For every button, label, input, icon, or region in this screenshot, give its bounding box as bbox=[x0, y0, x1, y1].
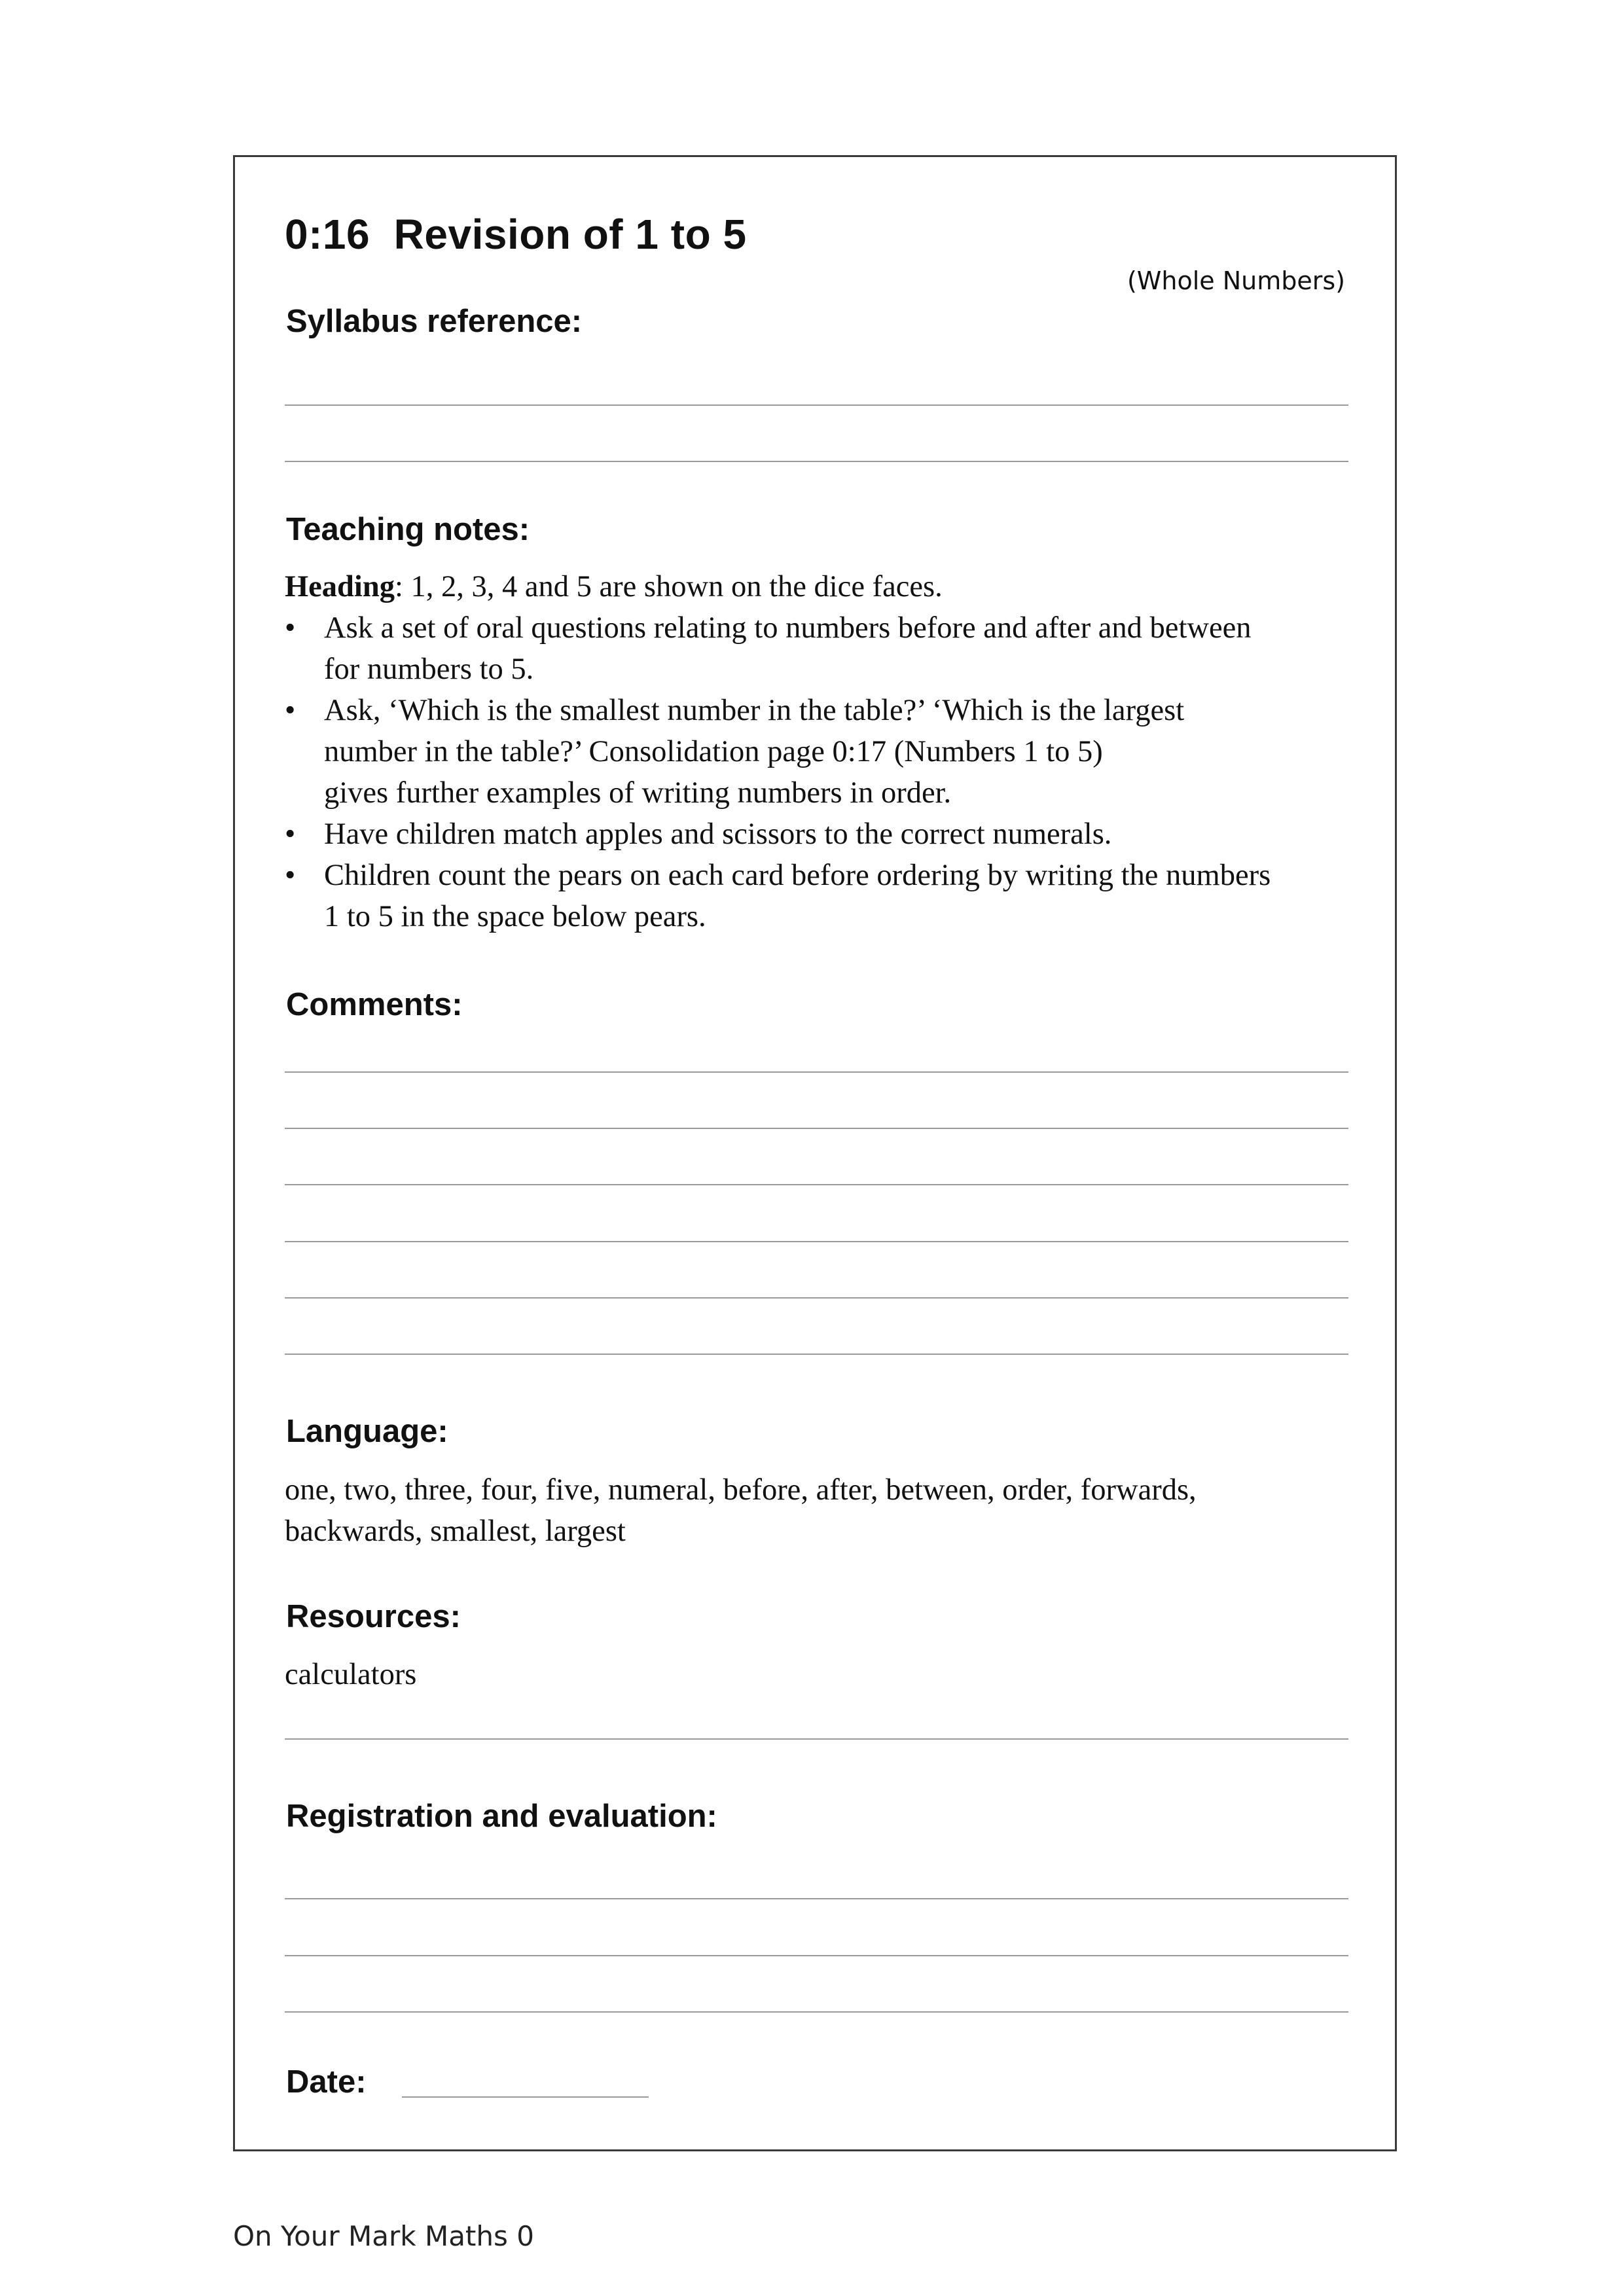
resources-text: calculators bbox=[285, 1658, 417, 1691]
resources-write-line bbox=[285, 1738, 1348, 1740]
teaching-notes-intro bbox=[285, 566, 1358, 607]
list-item bbox=[285, 690, 1358, 814]
page-title: 0:16 Revision of 1 to 5 bbox=[285, 211, 747, 258]
date-write-line bbox=[402, 2096, 649, 2098]
date-label: Date: bbox=[286, 2064, 367, 2100]
list-item bbox=[285, 607, 1358, 690]
list-item-line: Children count the pears on each card before ordering by writing the numbers bbox=[324, 859, 1271, 892]
comments-write-line-4 bbox=[285, 1241, 1348, 1242]
language-line: backwards, smallest, largest bbox=[285, 1515, 626, 1548]
comments-write-line-2 bbox=[285, 1128, 1348, 1129]
bullet-icon: • bbox=[285, 817, 296, 851]
comments-write-line-3 bbox=[285, 1184, 1348, 1185]
resources-heading: Resources: bbox=[286, 1599, 461, 1634]
list-item-line: Ask a set of oral questions relating to numbers before and after and between bbox=[324, 611, 1252, 645]
list-item-line: Have children match apples and scissors to the correct numerals. bbox=[324, 817, 1112, 851]
comments-write-line-5 bbox=[285, 1297, 1348, 1299]
comments-write-line-1 bbox=[285, 1071, 1348, 1073]
registration-write-line-1 bbox=[285, 1898, 1348, 1899]
language-heading: Language: bbox=[286, 1414, 448, 1449]
teaching-notes bbox=[285, 566, 1358, 937]
registration-write-line-3 bbox=[285, 2011, 1348, 2013]
comments-heading: Comments: bbox=[286, 987, 463, 1022]
syllabus-write-line-1 bbox=[285, 404, 1348, 406]
language-text bbox=[285, 1469, 1358, 1552]
list-item-line: number in the table?’ Consolidation page 0:17 (Numbers 1 to 5) bbox=[324, 735, 1103, 768]
list-item-line: Ask, ‘Which is the smallest number in the table?’ ‘Which is the largest bbox=[324, 694, 1185, 727]
strand-label: (Whole Numbers) bbox=[1127, 266, 1345, 295]
syllabus-heading: Syllabus reference: bbox=[286, 304, 583, 339]
list-item-line: for numbers to 5. bbox=[324, 653, 534, 686]
registration-write-line-2 bbox=[285, 1955, 1348, 1956]
list-item bbox=[285, 855, 1358, 937]
list-item bbox=[285, 814, 1358, 855]
registration-heading: Registration and evaluation: bbox=[286, 1799, 717, 1834]
worksheet-frame bbox=[233, 155, 1397, 2151]
intro-text: : 1, 2, 3, 4 and 5 are shown on the dice faces. bbox=[394, 570, 943, 603]
bullet-icon: • bbox=[285, 859, 296, 892]
bullet-icon: • bbox=[285, 611, 296, 645]
comments-write-line-6 bbox=[285, 1354, 1348, 1355]
list-item-line: gives further examples of writing numbers in order. bbox=[324, 776, 952, 810]
bullet-icon: • bbox=[285, 694, 296, 727]
language-line: one, two, three, four, five, numeral, before, after, between, order, forwards, bbox=[285, 1473, 1197, 1507]
teaching-notes-list bbox=[285, 607, 1358, 937]
list-item-line: 1 to 5 in the space below pears. bbox=[324, 900, 706, 933]
intro-label: Heading bbox=[285, 570, 395, 603]
syllabus-write-line-2 bbox=[285, 461, 1348, 462]
page-footer: On Your Mark Maths 0 bbox=[233, 2220, 534, 2252]
teaching-notes-heading: Teaching notes: bbox=[286, 512, 530, 547]
